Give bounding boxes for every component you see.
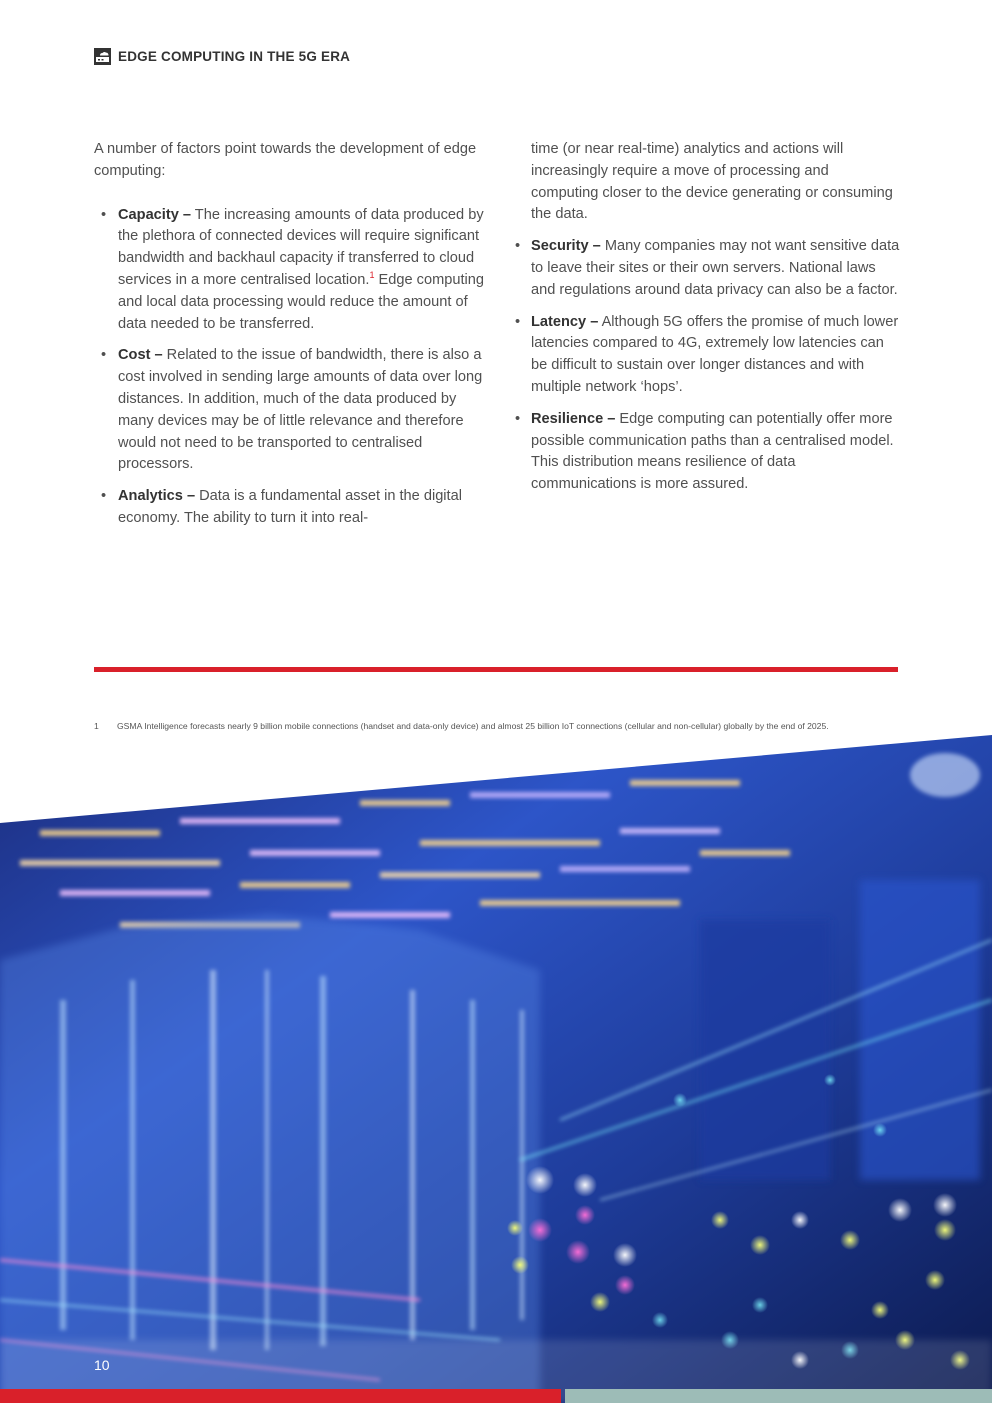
factor-text: Related to the issue of bandwidth, there is also a cost involved in sending large amounts of data over long distances. In addition, much of the data produced by many devices may be of little relevance and therefore would not need to be transported to centralised processors.	[118, 347, 483, 473]
factor-text: Many companies may not want sensitive data to leave their sites or their own servers. National laws and regulations around data privacy can also be a factor.	[531, 238, 900, 298]
factor-security	[514, 236, 900, 301]
factor-resilience	[514, 409, 900, 496]
left-column	[94, 139, 486, 540]
footnote-reference[interactable]: 1	[369, 270, 375, 281]
factor-term: Cost –	[118, 347, 163, 364]
factor-term: Latency –	[531, 313, 599, 330]
factor-term: Analytics –	[118, 488, 196, 505]
factor-text: Although 5G offers the promise of much lower latencies compared to 4G, extremely low latencies can be difficult to sustain over longer distances and with multiple network ‘hops’.	[531, 313, 899, 395]
section-divider	[94, 667, 898, 672]
analytics-continued: time (or near real-time) analytics and actions will increasingly require a move of processing and computing closer to the device generating or consuming the data.	[531, 141, 893, 223]
factor-term: Capacity –	[118, 206, 192, 223]
data-center-photo	[0, 700, 992, 1403]
page-header	[94, 48, 350, 65]
page-number: 10	[94, 1357, 110, 1373]
intro-paragraph: A number of factors point towards the development of edge computing:	[94, 141, 477, 179]
factor-list-left	[94, 205, 486, 530]
factor-text: Edge computing can potentially offer more possible communication paths than a centralised model. This distribution means resilience of data communications is more assured.	[531, 410, 894, 493]
factor-text-continued: Edge computing and local data processing would reduce the amount of data needed to be transferred.	[118, 271, 484, 332]
factor-list-right	[514, 236, 900, 496]
factor-latency	[514, 312, 900, 399]
factor-analytics	[94, 486, 486, 530]
right-column	[514, 139, 900, 506]
document-title: EDGE COMPUTING IN THE 5G ERA	[118, 49, 351, 64]
footer-bar-teal	[565, 1389, 992, 1403]
factor-capacity	[94, 205, 486, 336]
footer-bar-red	[0, 1389, 561, 1403]
cloud-server-icon	[94, 48, 111, 65]
factor-cost	[94, 345, 486, 476]
footnote-number: 1	[94, 721, 99, 731]
factor-term: Resilience –	[531, 410, 616, 427]
factor-text: Data is a fundamental asset in the digital economy. The ability to turn it into real-	[118, 488, 462, 526]
footnote-text: GSMA Intelligence forecasts nearly 9 billion mobile connections (handset and data-only device) and almost 25 billion IoT connections (cellular and non-cellular) globally by the end of 2025.	[117, 721, 829, 731]
factor-term: Security –	[531, 238, 601, 255]
factor-text: The increasing amounts of data produced by the plethora of connected devices will require significant bandwidth and backhaul capacity if transferred to cloud services in a more centralised location.	[118, 206, 484, 288]
